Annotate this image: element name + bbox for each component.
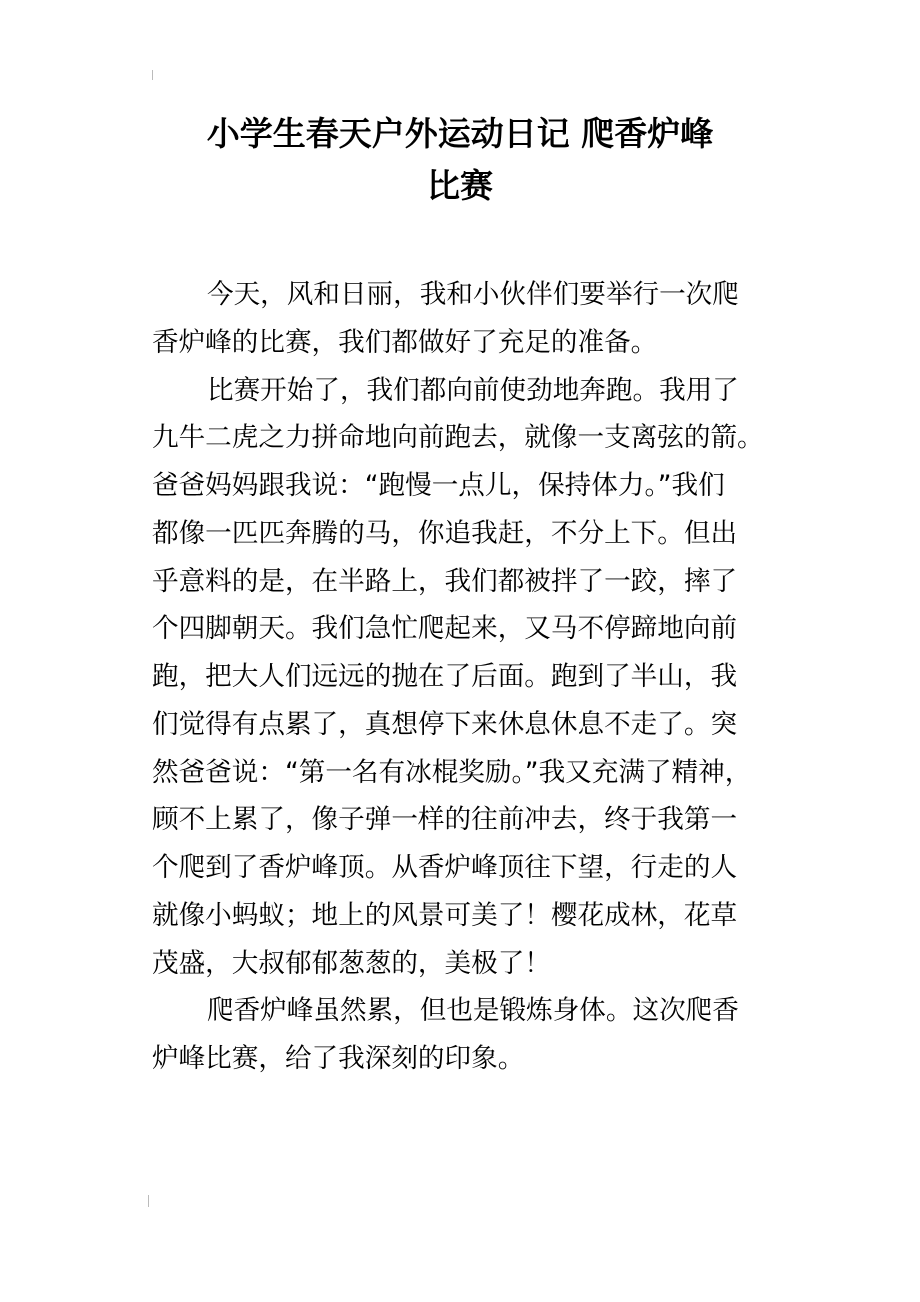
text-line: 比赛开始了，我们都向前使劲地奔跑。我用了 (207, 374, 739, 406)
text-line: 跑，把大人们远远的抛在了后面。跑到了半山，我 (152, 661, 738, 692)
text-line: 茂盛，大叔郁郁葱葱的，美极了！ (152, 947, 551, 979)
text-line: 今天，风和日丽，我和小伙伴们要举行一次爬 (207, 279, 739, 310)
text-line: 都像一匹匹奔腾的马，你追我赶，不分上下。但出 (152, 517, 738, 549)
document-title (120, 108, 800, 212)
paragraph-3 (152, 987, 777, 1083)
text-line: 爬香炉峰虽然累，但也是锻炼身体。这次爬香 (207, 995, 739, 1027)
text-line: 乎意料的是，在半路上，我们都被拌了一跤，摔了 (152, 565, 738, 597)
text-line: 个四脚朝天。我们急忙爬起来，又马不停蹄地向前 (152, 613, 738, 645)
title-line: 比赛 (427, 166, 493, 205)
paragraph-1 (152, 271, 777, 367)
text-line: 爸爸妈妈跟我说：“跑慢一点儿，保持体力。”我们 (152, 470, 725, 501)
text-line: 就像小蚂蚁；地上的风景可美了！樱花成林，花草 (152, 899, 738, 931)
corner-mark-top (152, 70, 153, 80)
document-body (152, 271, 777, 1083)
text-line: 个爬到了香炉峰顶。从香炉峰顶往下望，行走的人 (152, 852, 738, 883)
corner-mark-bottom (148, 1195, 149, 1207)
text-line: 炉峰比赛，给了我深刻的印象。 (152, 1043, 525, 1074)
text-line: 香炉峰的比赛，我们都做好了充足的准备。 (152, 326, 658, 358)
text-line: 顾不上累了，像子弹一样的往前冲去，终于我第一 (152, 804, 738, 836)
text-line: 然爸爸说：“第一名有冰棍奖励。”我又充满了精神， (152, 756, 752, 788)
text-line: 九牛二虎之力拼命地向前跑去，就像一支离弦的箭。 (152, 422, 764, 454)
paragraph-2 (152, 367, 777, 988)
title-line: 小学生春天户外运动日记 爬香炉峰 (206, 114, 714, 153)
text-line: 们觉得有点累了，真想停下来休息休息不走了。突 (152, 708, 738, 740)
